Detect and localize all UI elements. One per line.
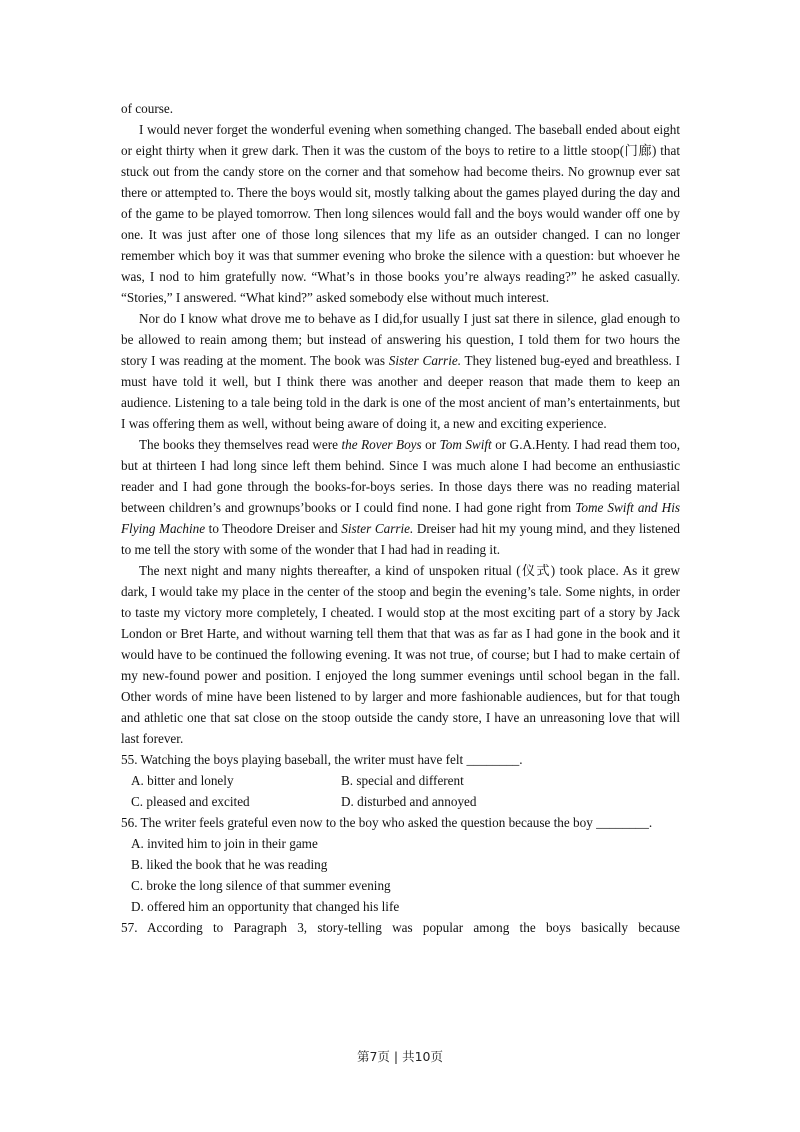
question-55-options-row-1 [121, 770, 680, 791]
document-body [121, 98, 680, 938]
option-a: A. bitter and lonely [131, 773, 234, 788]
question-55: 55. Watching the boys playing baseball, the writer must have felt ________. [121, 752, 523, 767]
paragraph-text: or [421, 437, 440, 452]
paragraph-text: Dreiser had hit my young mind, and they listened to me tell the story with some of the wonder that I had had in reading it. [121, 521, 680, 557]
book-title: Tom Swift [439, 437, 492, 452]
passage-paragraph-4: The next night and many nights thereafter, a kind of unspoken ritual (仪式) took place. As it grew dark, I would take my place in the center of the stoop and begin the evening’s tale. Some nights, in order to taste my victory more completely, I cheated. I would stop at the most exciting part of a story by Jack London or Bret Harte, and without warning tell them that that was as far as I had gone in the book and it would have to be continued the following evening. It was not true, of course; but I had to make certain of my new-found power and position. I enjoyed the long summer evenings until school began in the fall. Other words of mine have been listened to by larger and more fashionable audiences, but for that tough and athletic one that sat close on the stoop outside the candy store, I have an unreasoning love that will last forever. [121, 563, 680, 746]
book-title: Sister Carrie. [341, 521, 414, 536]
option-d: D. offered him an opportunity that changed his life [131, 899, 400, 914]
passage-paragraph-2 [121, 308, 680, 434]
option-b: B. special and different [341, 773, 464, 788]
option-c: C. broke the long silence of that summer evening [131, 878, 391, 893]
book-title: Sister Carrie. [388, 353, 462, 368]
option-d: D. disturbed and annoyed [341, 794, 477, 809]
option-b: B. liked the book that he was reading [131, 857, 328, 872]
question-55-options-row-2 [121, 791, 680, 812]
question-56: 56. The writer feels grateful even now to the boy who asked the question because the boy ________. [121, 815, 653, 830]
option-a: A. invited him to join in their game [131, 836, 318, 851]
option-c: C. pleased and excited [131, 794, 250, 809]
paragraph-text: to Theodore Dreiser and [205, 521, 342, 536]
page-footer: 第7页 | 共10页 [356, 1049, 444, 1064]
paragraph-text: Nor do I know what drove me to behave as I did,for usually I just sat there in silence, glad enough to be allowed to reain among them; but instead of answering his question, I told them for two hours the story I was reading at the moment. The book was [121, 311, 680, 368]
paragraph-text: or G.A.Henty. I had read them too, but at thirteen I had long since left them behind. Since I was much alone I had become an enthusiastic reader and I had gone through the books-for-boys series. In those days there was no reading material between children’s and grownups’books or I could find none. I had gone right from [121, 437, 681, 515]
question-57: 57. According to Paragraph 3, story-telling was popular among the boys basically because [121, 920, 680, 935]
book-title: the Rover Boys [341, 437, 422, 452]
paragraph-text: The books they themselves read were [139, 437, 342, 452]
paragraph-text: They listened bug-eyed and breathless. I must have told it well, but I think there was another and deeper reason that made them to keep an audience. Listening to a tale being told in the dark is one of the most ancient of man’s entertainments, but I was offering them as well, without being aware of doing it, a new and exciting experience. [121, 353, 680, 431]
passage-paragraph-1: I would never forget the wonderful evening when something changed. The baseball ended about eight or eight thirty when it grew dark. Then it was the custom of the boys to retire to a little stoop(门廊) that stuck out from the candy store on the corner and that somehow had become theirs. No grownup ever sat there or attempted to. There the boys would sit, mostly talking about the games played during the day and of the game to be played tomorrow. Then long silences would fall and the boys would wander off one by one. It was just after one of those long silences that my life as an outsider changed. I can no longer remember which boy it was that summer evening who broke the silence with a question: but whoever he was, I nod to him gratefully now. “What’s in those books you’re always reading?” he asked casually. “Stories,” I answered. “What kind?” asked somebody else without much interest. [121, 122, 680, 305]
passage-paragraph-continuation: of course. [121, 101, 173, 116]
passage-paragraph-3 [121, 434, 680, 560]
book-title: Tome Swift and His Flying Machine [121, 500, 680, 536]
